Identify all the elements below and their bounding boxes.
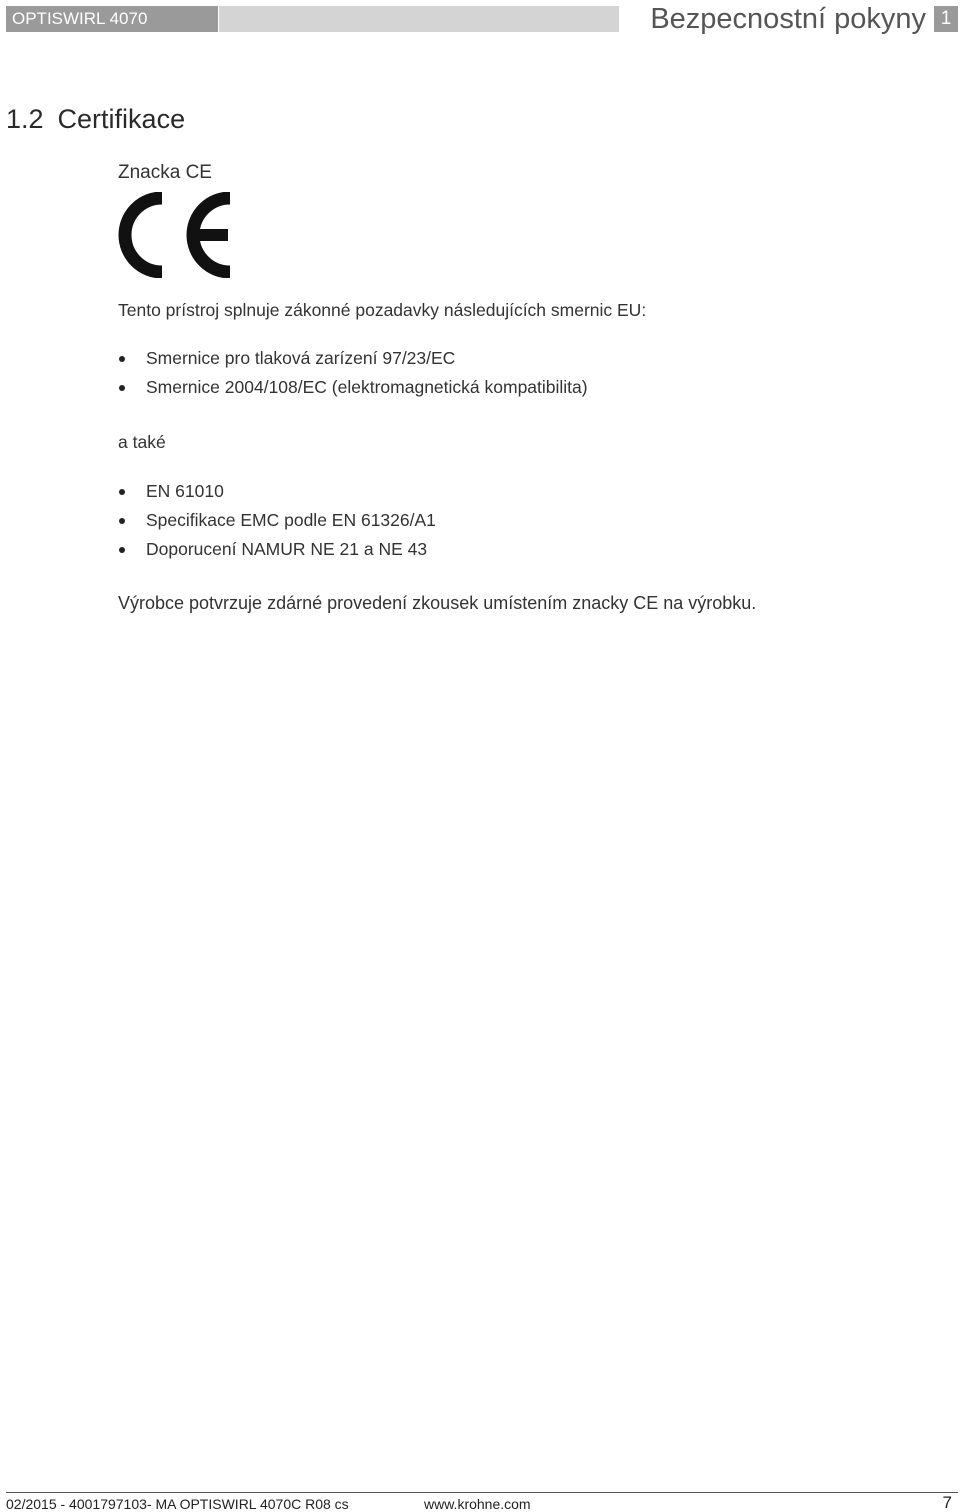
directives-list [118, 344, 938, 402]
ce-mark-icon [118, 192, 238, 278]
header-product-name: OPTISWIRL 4070 [6, 6, 218, 32]
section-title: Certifikace [57, 104, 186, 134]
header-chapter-number: 1 [934, 6, 958, 32]
list-item: EN 61010 [118, 477, 938, 506]
ce-mark-label: Znacka CE [118, 162, 212, 183]
conclusion-text: Výrobce potvrzuje zdárné provedení zkousek umístením znacky CE na výrobku. [118, 593, 757, 613]
page-header [6, 3, 958, 35]
header-divider-bar [219, 6, 619, 32]
section-number: 1.2 [6, 104, 44, 134]
section-heading [6, 104, 185, 135]
main-content [118, 160, 938, 615]
page-footer [6, 1492, 958, 1512]
list-item: Smernice pro tlaková zarízení 97/23/EC [118, 344, 938, 373]
intro-text: Tento prístroj splnuje zákonné pozadavky následujících smernic EU: [118, 300, 647, 320]
list-item: Smernice 2004/108/EC (elektromagnetická kompatibilita) [118, 373, 938, 402]
footer-page-number: 7 [942, 1493, 952, 1512]
standards-list [118, 477, 938, 564]
also-label: a také [118, 432, 166, 452]
list-item: Specifikace EMC podle EN 61326/A1 [118, 506, 938, 535]
footer-document-id: 02/2015 - 4001797103- MA OPTISWIRL 4070C R08 cs [6, 1496, 349, 1512]
footer-website-link[interactable]: www.krohne.com [424, 1496, 531, 1512]
header-chapter-title: Bezpecnostní pokyny [650, 3, 926, 35]
list-item: Doporucení NAMUR NE 21 a NE 43 [118, 535, 938, 564]
